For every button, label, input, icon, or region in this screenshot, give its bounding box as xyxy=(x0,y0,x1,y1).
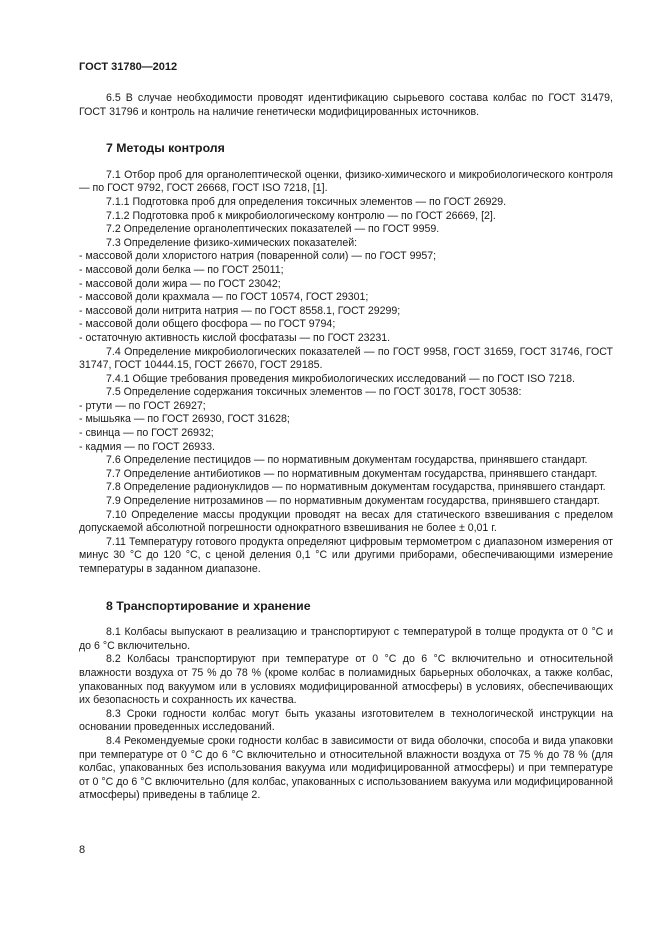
paragraph: 7.8 Определение радионуклидов — по нормативным документам государства, принявшего стандарт. xyxy=(106,481,606,494)
list-item: - свинца — по ГОСТ 26932; xyxy=(79,427,214,440)
paragraph: 7.10 Определение массы продукции проводят на весах для статического взвешивания с пределом допускаемой абсолютной погрешности однократного взвешивания не более ± 0,01 г. xyxy=(79,508,613,535)
paragraph: 7.11 Температуру готового продукта определяют цифровым термометром с диапазоном измерения от минус 30 °С до 120 °С, с ценой деления 0,1 °С или другими приборами, обеспечивающими измерение температуры в заданном диапазоне. xyxy=(79,535,613,575)
list-item: - мышьяка — по ГОСТ 26930, ГОСТ 31628; xyxy=(79,413,290,426)
paragraph: 8.3 Сроки годности колбас могут быть указаны изготовителем в технологической инструкции на основании проведенных исследований. xyxy=(79,707,613,734)
paragraph: 7.9 Определение нитрозаминов — по нормативным документам государства, принявшего стандарт. xyxy=(106,495,600,508)
standard-header: ГОСТ 31780—2012 xyxy=(79,61,178,73)
paragraph: 8.2 Колбасы транспортируют при температуре от 0 °С до 6 °С включительно и относительной влажности воздуха от 75 % до 78 % (кроме колбас в полиамидных барьерных оболочках, а также колбас, упакованных под вакуумом или в условиях модифицированной атмосферы) в условиях, обеспечивающих их безопасность и сохранность их качества. xyxy=(79,653,613,707)
paragraph: 7.4.1 Общие требования проведения микробиологических исследований — по ГОСТ ISO 7218. xyxy=(106,372,575,385)
paragraph: 7.6 Определение пестицидов — по нормативным документам государства, принявшего стандарт. xyxy=(106,454,588,467)
list-item: - массовой доли общего фосфора — по ГОСТ 9794; xyxy=(79,318,336,331)
list-item: - массовой доли хлористого натрия (поваренной соли) — по ГОСТ 9957; xyxy=(79,250,437,263)
paragraph: 7.4 Определение микробиологических показателей — по ГОСТ 9958, ГОСТ 31659, ГОСТ 31746, ГОСТ 31747, ГОСТ 10444.15, ГОСТ 26670, ГОСТ 29185. xyxy=(79,345,613,372)
list-item: - массовой доли белка — по ГОСТ 25011; xyxy=(79,263,284,276)
paragraph: 7.5 Определение содержания токсичных элементов — по ГОСТ 30178, ГОСТ 30538: xyxy=(106,386,522,399)
paragraph: 8.1 Колбасы выпускают в реализацию и транспортируют с температурой в толще продукта от 0 °С и до 6 °С включительно. xyxy=(79,626,613,652)
paragraph: 7.3 Определение физико-химических показателей: xyxy=(106,236,358,249)
list-item: - ртути — по ГОСТ 26927; xyxy=(79,399,206,412)
page-number: 8 xyxy=(79,844,86,856)
paragraph: 7.1.2 Подготовка проб к микробиологическому контролю — по ГОСТ 26669, [2]. xyxy=(106,209,496,222)
paragraph-6-5: 6.5 В случае необходимости проводят идентификацию сырьевого состава колбас по ГОСТ 31479, ГОСТ 31796 и контроль на наличие генетически модифицированных источников. xyxy=(79,92,613,118)
list-item: - кадмия — по ГОСТ 26933. xyxy=(79,440,215,453)
paragraph: 7.7 Определение антибиотиков — по нормативным документам государства, принявшего стандарт. xyxy=(106,467,598,480)
list-item: - массовой доли жира — по ГОСТ 23042; xyxy=(79,277,281,290)
paragraph: 8.4 Рекомендуемые сроки годности колбас в зависимости от вида оболочки, способа и вида упаковки при температуре от 0 °С до 6 °С включительно и относительной влажности воздуха от 75 % до 78 % (для колбас, упакованных без использования вакуума или модифицированной атмосферы) и при температуре от 0 °С до 6 °С включительно (для колбас, упакованных с использованием вакуума или модифицированной атмосферы) приведены в таблице 2. xyxy=(79,734,613,802)
list-item: - массовой доли нитрита натрия — по ГОСТ 8558.1, ГОСТ 29299; xyxy=(79,304,401,317)
section-7-heading: 7 Методы контроля xyxy=(106,141,225,156)
list-item: - остаточную активность кислой фосфатазы — по ГОСТ 23231. xyxy=(79,331,391,344)
list-item: - массовой доли крахмала — по ГОСТ 10574, ГОСТ 29301; xyxy=(79,291,369,304)
paragraph: 7.2 Определение органолептических показателей — по ГОСТ 9959. xyxy=(106,223,440,236)
paragraph: 7.1.1 Подготовка проб для определения токсичных элементов — по ГОСТ 26929. xyxy=(106,195,507,208)
section-8-heading: 8 Транспортирование и хранение xyxy=(106,598,311,613)
document-body xyxy=(79,92,613,803)
paragraph: 7.1 Отбор проб для органолептической оценки, физико-химического и микробиологического контроля — по ГОСТ 9792, ГОСТ 26668, ГОСТ ISO 7218, [1]. xyxy=(79,168,613,195)
